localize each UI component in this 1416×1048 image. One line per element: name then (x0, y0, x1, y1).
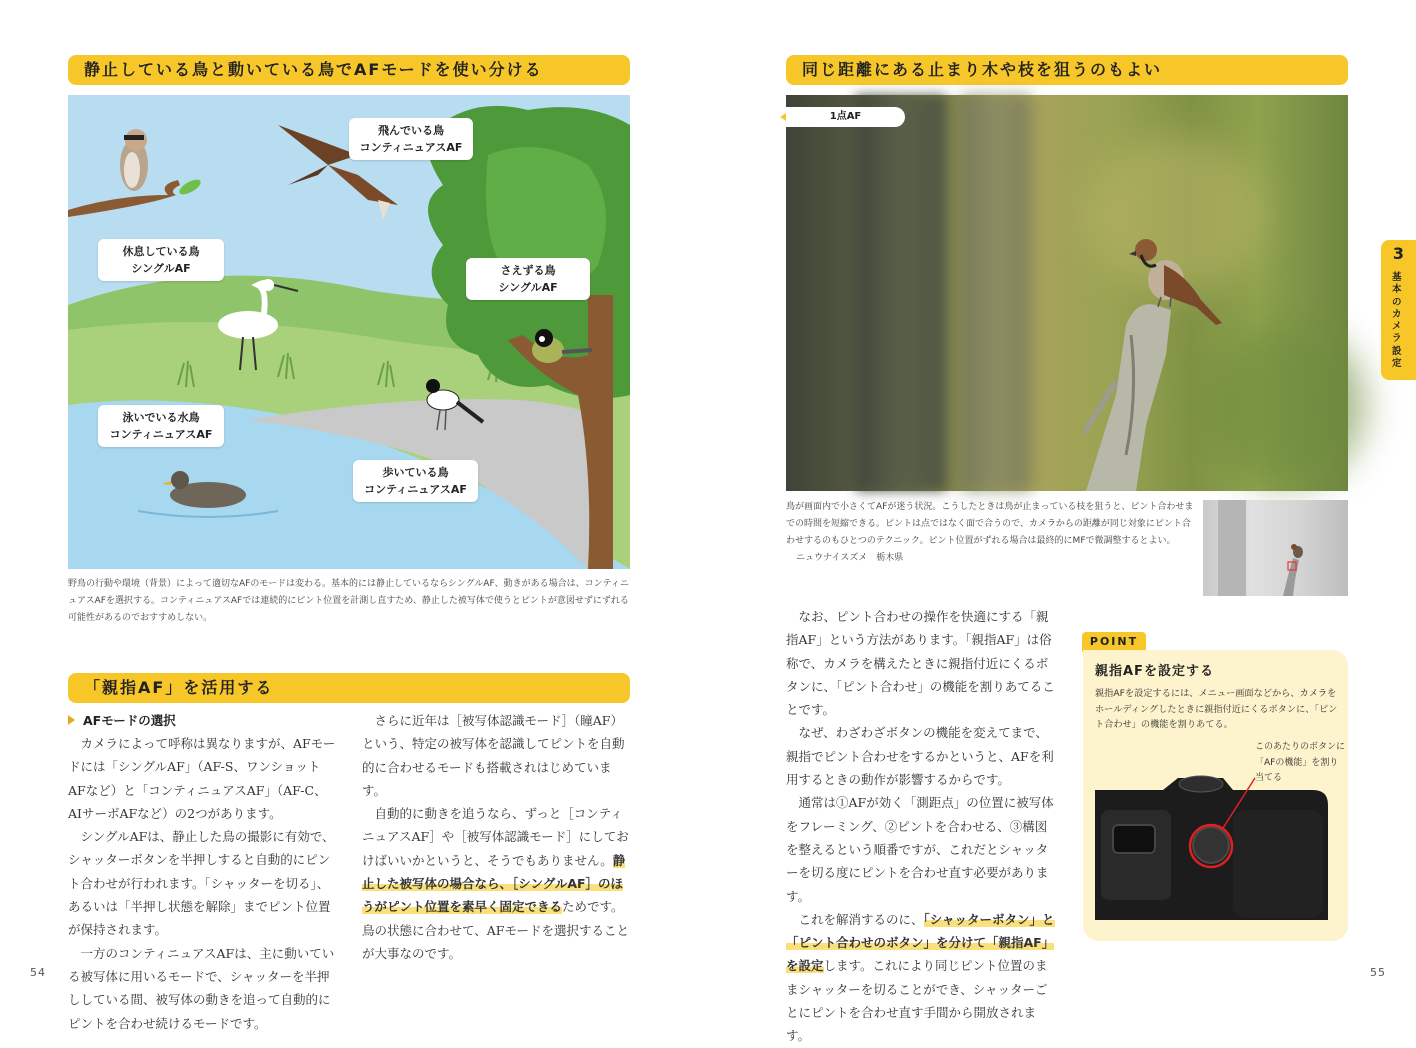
button-callout: このあたりのボタンに「AFの機能」を割り当てる (1255, 742, 1346, 783)
page-number-left: 54 (30, 966, 46, 979)
illustration-caption: 野鳥の行動や環境（背景）によって適切なAFのモードは変わる。基本的には静止しているならシングルAF、動きがある場合は、コンティニュアスAFを選択する。コンティニュアスAFでは連続的にピント位置を計測し直すため、静止した被写体で使うとピントが意図せずにずれる可能性があるのでおすすめしない。 (68, 579, 629, 623)
point-title: 親指AFを設定する (1095, 664, 1214, 679)
text-run: これを解消するのに、 (798, 911, 924, 927)
highlighted-text: 静止した被写体の場合なら、［シングルAF］のほうがピント位置を素早く固定できる (362, 852, 626, 915)
paragraph: さらに近年は［被写体認識モード］（瞳AF）という、特定の被写体を認識してピントを自動的に合わせるモードも搭載されはじめています。 (362, 713, 625, 798)
label-line: シングルAF (131, 262, 191, 275)
label-line: 休息している鳥 (122, 245, 200, 258)
label-line: コンティニュアスAF (364, 483, 467, 496)
thumbnail-photo (1203, 500, 1348, 596)
perch-and-bird (786, 95, 1348, 491)
camera-illustration (1083, 770, 1348, 930)
chapter-title: 基本のカメラ設定 (1392, 272, 1402, 370)
subheading-af-mode-select (68, 711, 176, 729)
triangle-bullet-icon (68, 715, 75, 725)
af-mode-illustration (68, 95, 630, 569)
photo-caption (786, 499, 1196, 567)
point-text: 親指AFを設定するには、メニュー画面などから、カメラをホールディングしたときに親指付近にくるボタンに、「ピント合わせ」の機能を割りあてる。 (1095, 688, 1338, 731)
label-walking-bird (353, 460, 478, 502)
bird-illustration (68, 95, 630, 569)
af-point-label: 1点AF (786, 107, 905, 127)
label-line: さえずる鳥 (500, 264, 556, 277)
label-line: コンティニュアスAF (109, 428, 213, 441)
right-column (786, 605, 1056, 1048)
paragraph: 通常は①AFが効く「測距点」の位置に被写体をフレーミング、②ピントを合わせる、③構図を整えるという順番ですが、これだとシャッターを切る度にピントを合わせ直す必要があります。 (786, 795, 1054, 904)
label-singing-bird (466, 258, 590, 300)
label-line: シングルAF (498, 281, 558, 294)
photo-credit: ニュウナイスズメ 栃木県 (796, 553, 904, 563)
page-number-right: 55 (1370, 966, 1386, 979)
left-column-2 (362, 709, 632, 965)
subheading-text: AFモードの選択 (83, 713, 176, 728)
highlighted-text: 「シャッターボタン」と「ピント合わせのボタン」を分けて「親指AF」を設定 (786, 911, 1055, 974)
section-heading-thumb-af: 「親指AF」を活用する (68, 673, 630, 703)
paragraph: カメラによって呼称は異なりますが、AFモードには「シングルAF」（AF-S、ワンショットAFなど）と「コンティニュアスAF」（AF-C、AIサーボAFなど）の2つがあります。 (68, 736, 336, 821)
paragraph (362, 802, 632, 965)
sparrow-photo (786, 95, 1348, 491)
section-heading-perch: 同じ距離にある止まり木や枝を狙うのもよい (786, 55, 1348, 85)
paragraph: シングルAFは、静止した鳥の撮影に有効で、シャッターボタンを半押しすると自動的にピント合わせが行われます。「シャッターを切る」、あるいは「半押し状態を解除」までピント位置が保持されます。 (68, 829, 335, 938)
paragraph: なぜ、わざわざボタンの機能を変えてまで、親指でピント合わせをするかというと、AFを利用するときの動作が影響するからです。 (786, 725, 1054, 788)
label-resting-bird (98, 239, 224, 281)
label-line: コンティニュアスAF (359, 141, 463, 154)
paragraph: 一方のコンティニュアスAFは、主に動いている被写体に用いるモードで、シャッターを半押ししている間、被写体の動きを追って自動的にピントを合わせ続けるモードです。 (68, 945, 335, 1031)
paragraph: なお、ピント合わせの操作を快適にする「親指AF」という方法があります。「親指AF」は俗称で、カメラを構えたときに親指付近にくるボタンに、「ピント合わせ」の機能を割りあてることです。 (786, 609, 1055, 718)
label-swimming-bird (98, 405, 224, 447)
point-tag: POINT (1082, 632, 1146, 652)
chapter-number: 3 (1392, 244, 1405, 263)
thumbnail-image (1203, 500, 1348, 596)
label-line: 泳いでいる水鳥 (122, 411, 200, 424)
left-column-1 (68, 732, 338, 1035)
photo-caption-text: 鳥が画面内で小さくてAFが迷う状況。こうしたときは鳥が止まっている枝を狙うと、ピント合わせまでの時間を短縮できる。ピントは点ではなく面で合うので、カメラからの距離が同じ対象にピント合わせするのもひとつのテクニック。ピント位置がずれる場合は最終的にMFで微調整するとよい。 (786, 502, 1194, 546)
text-run: ためです。鳥の状態に合わせて、AFモードを選択することが大事なのです。 (362, 899, 629, 961)
text-run: します。これにより同じピント位置のままシャッターを切ることができ、シャッターごとにピントを合わせ直す手間から開放されます。 (786, 958, 1048, 1044)
label-line: 歩いている鳥 (382, 466, 449, 479)
text-run: 自動的に動きを追うなら、ずっと［コンティニュアスAF］や［被写体認識モード］にしておけばいいかというと、そうでもありません。 (362, 806, 629, 868)
label-flying-bird (349, 118, 473, 160)
section-heading-af-modes: 静止している鳥と動いている鳥でAFモードを使い分ける (68, 55, 630, 85)
paragraph (786, 908, 1056, 1048)
label-line: 飛んでいる鳥 (378, 124, 444, 137)
